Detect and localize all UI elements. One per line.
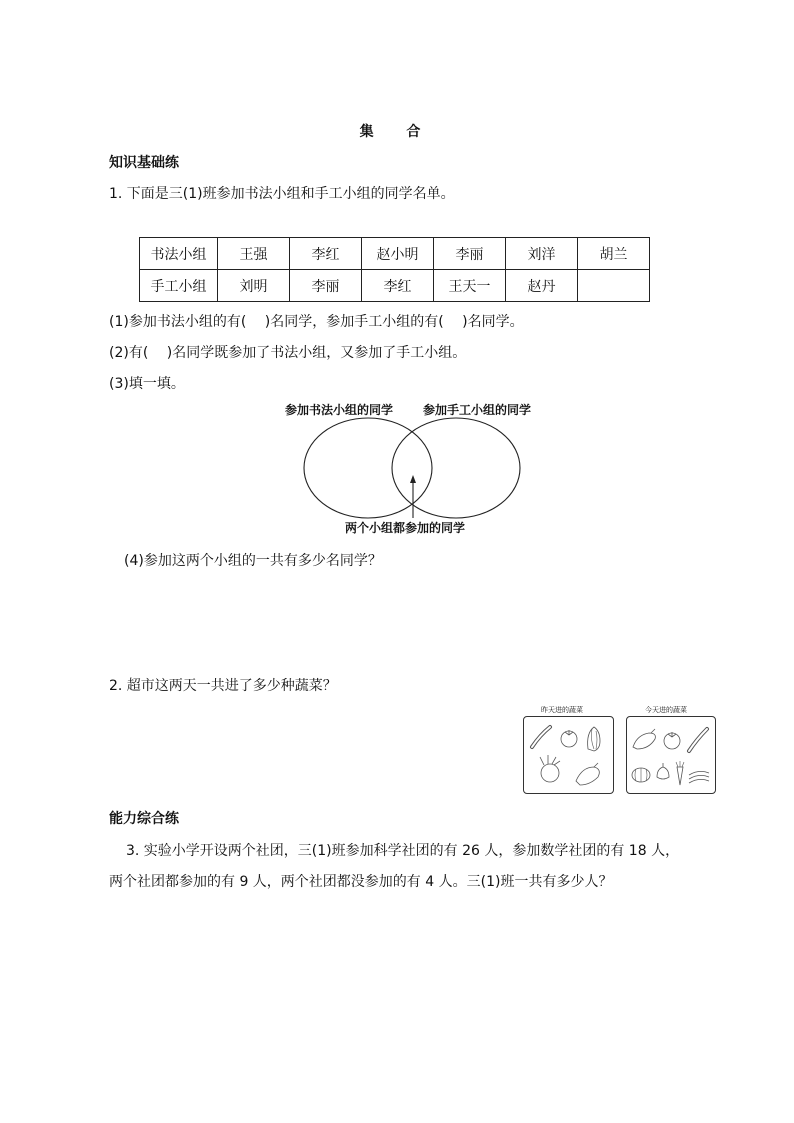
question-1-part-4: (4)参加这两个小组的一共有多少名同学？ <box>124 553 382 569</box>
table-cell: 王强 <box>218 238 290 270</box>
pepper-icon <box>689 771 709 783</box>
pumpkin-icon <box>632 768 650 782</box>
question-1-part-1: (1)参加书法小组的有( )名同学，参加手工小组的有( )名同学。 <box>109 314 524 330</box>
garlic-icon <box>657 763 669 779</box>
question-1-stem: 1. 下面是三(1)班参加书法小组和手工小组的同学名单。 <box>109 186 455 202</box>
table-cell: 刘明 <box>218 270 290 302</box>
table-cell: 李红 <box>362 270 434 302</box>
yesterday-vegetables-title: 昨天进的蔬菜 <box>541 706 583 714</box>
today-vegetables-box <box>626 716 716 794</box>
eggplant-icon <box>576 763 599 785</box>
cabbage-icon <box>588 727 600 751</box>
tomato-icon <box>664 732 680 749</box>
section-heading-advanced: 能力综合练 <box>109 811 179 827</box>
tomato-icon <box>561 730 577 747</box>
section-heading-basic: 知识基础练 <box>109 155 179 171</box>
radish-icon <box>540 755 560 782</box>
table-cell: 赵丹 <box>506 270 578 302</box>
table-row <box>140 238 650 270</box>
cucumber-icon <box>689 729 707 751</box>
page-title: 集 合 <box>359 124 435 140</box>
question-3-line-2: 两个社团都参加的有 9 人，两个社团都没参加的有 4 人。三(1)班一共有多少人？ <box>109 874 613 890</box>
table-cell: 李红 <box>290 238 362 270</box>
table-cell: 胡兰 <box>578 238 650 270</box>
table-cell: 李丽 <box>290 270 362 302</box>
table-cell: 刘洋 <box>506 238 578 270</box>
venn-circle-handcraft <box>392 418 520 518</box>
table-cell: 赵小明 <box>362 238 434 270</box>
yesterday-vegetables-box <box>523 716 614 794</box>
table-row <box>140 270 650 302</box>
table-row-header: 手工小组 <box>140 270 218 302</box>
venn-bottom-label: 两个小组都参加的同学 <box>345 521 466 535</box>
cucumber-icon <box>532 727 550 747</box>
eggplant-icon <box>633 729 655 749</box>
venn-left-label: 参加书法小组的同学 <box>285 403 394 417</box>
question-1-part-2: (2)有( )名同学既参加了书法小组，又参加了手工小组。 <box>109 345 467 361</box>
table-cell: 李丽 <box>434 238 506 270</box>
today-vegetables-title: 今天进的蔬菜 <box>645 706 687 714</box>
question-2-stem: 2. 超市这两天一共进了多少种蔬菜？ <box>109 678 337 694</box>
table-row-header: 书法小组 <box>140 238 218 270</box>
carrot-icon <box>676 761 684 785</box>
venn-right-label: 参加手工小组的同学 <box>423 403 532 417</box>
arrow-up-icon <box>410 475 416 518</box>
table-cell: 王天一 <box>434 270 506 302</box>
question-3-line-1: 3. 实验小学开设两个社团，三(1)班参加科学社团的有 26 人，参加数学社团的有 18 人， <box>126 843 680 859</box>
venn-diagram <box>300 415 525 520</box>
question-1-part-3: (3)填一填。 <box>109 376 185 392</box>
table-cell <box>578 270 650 302</box>
group-roster-table <box>139 237 650 302</box>
